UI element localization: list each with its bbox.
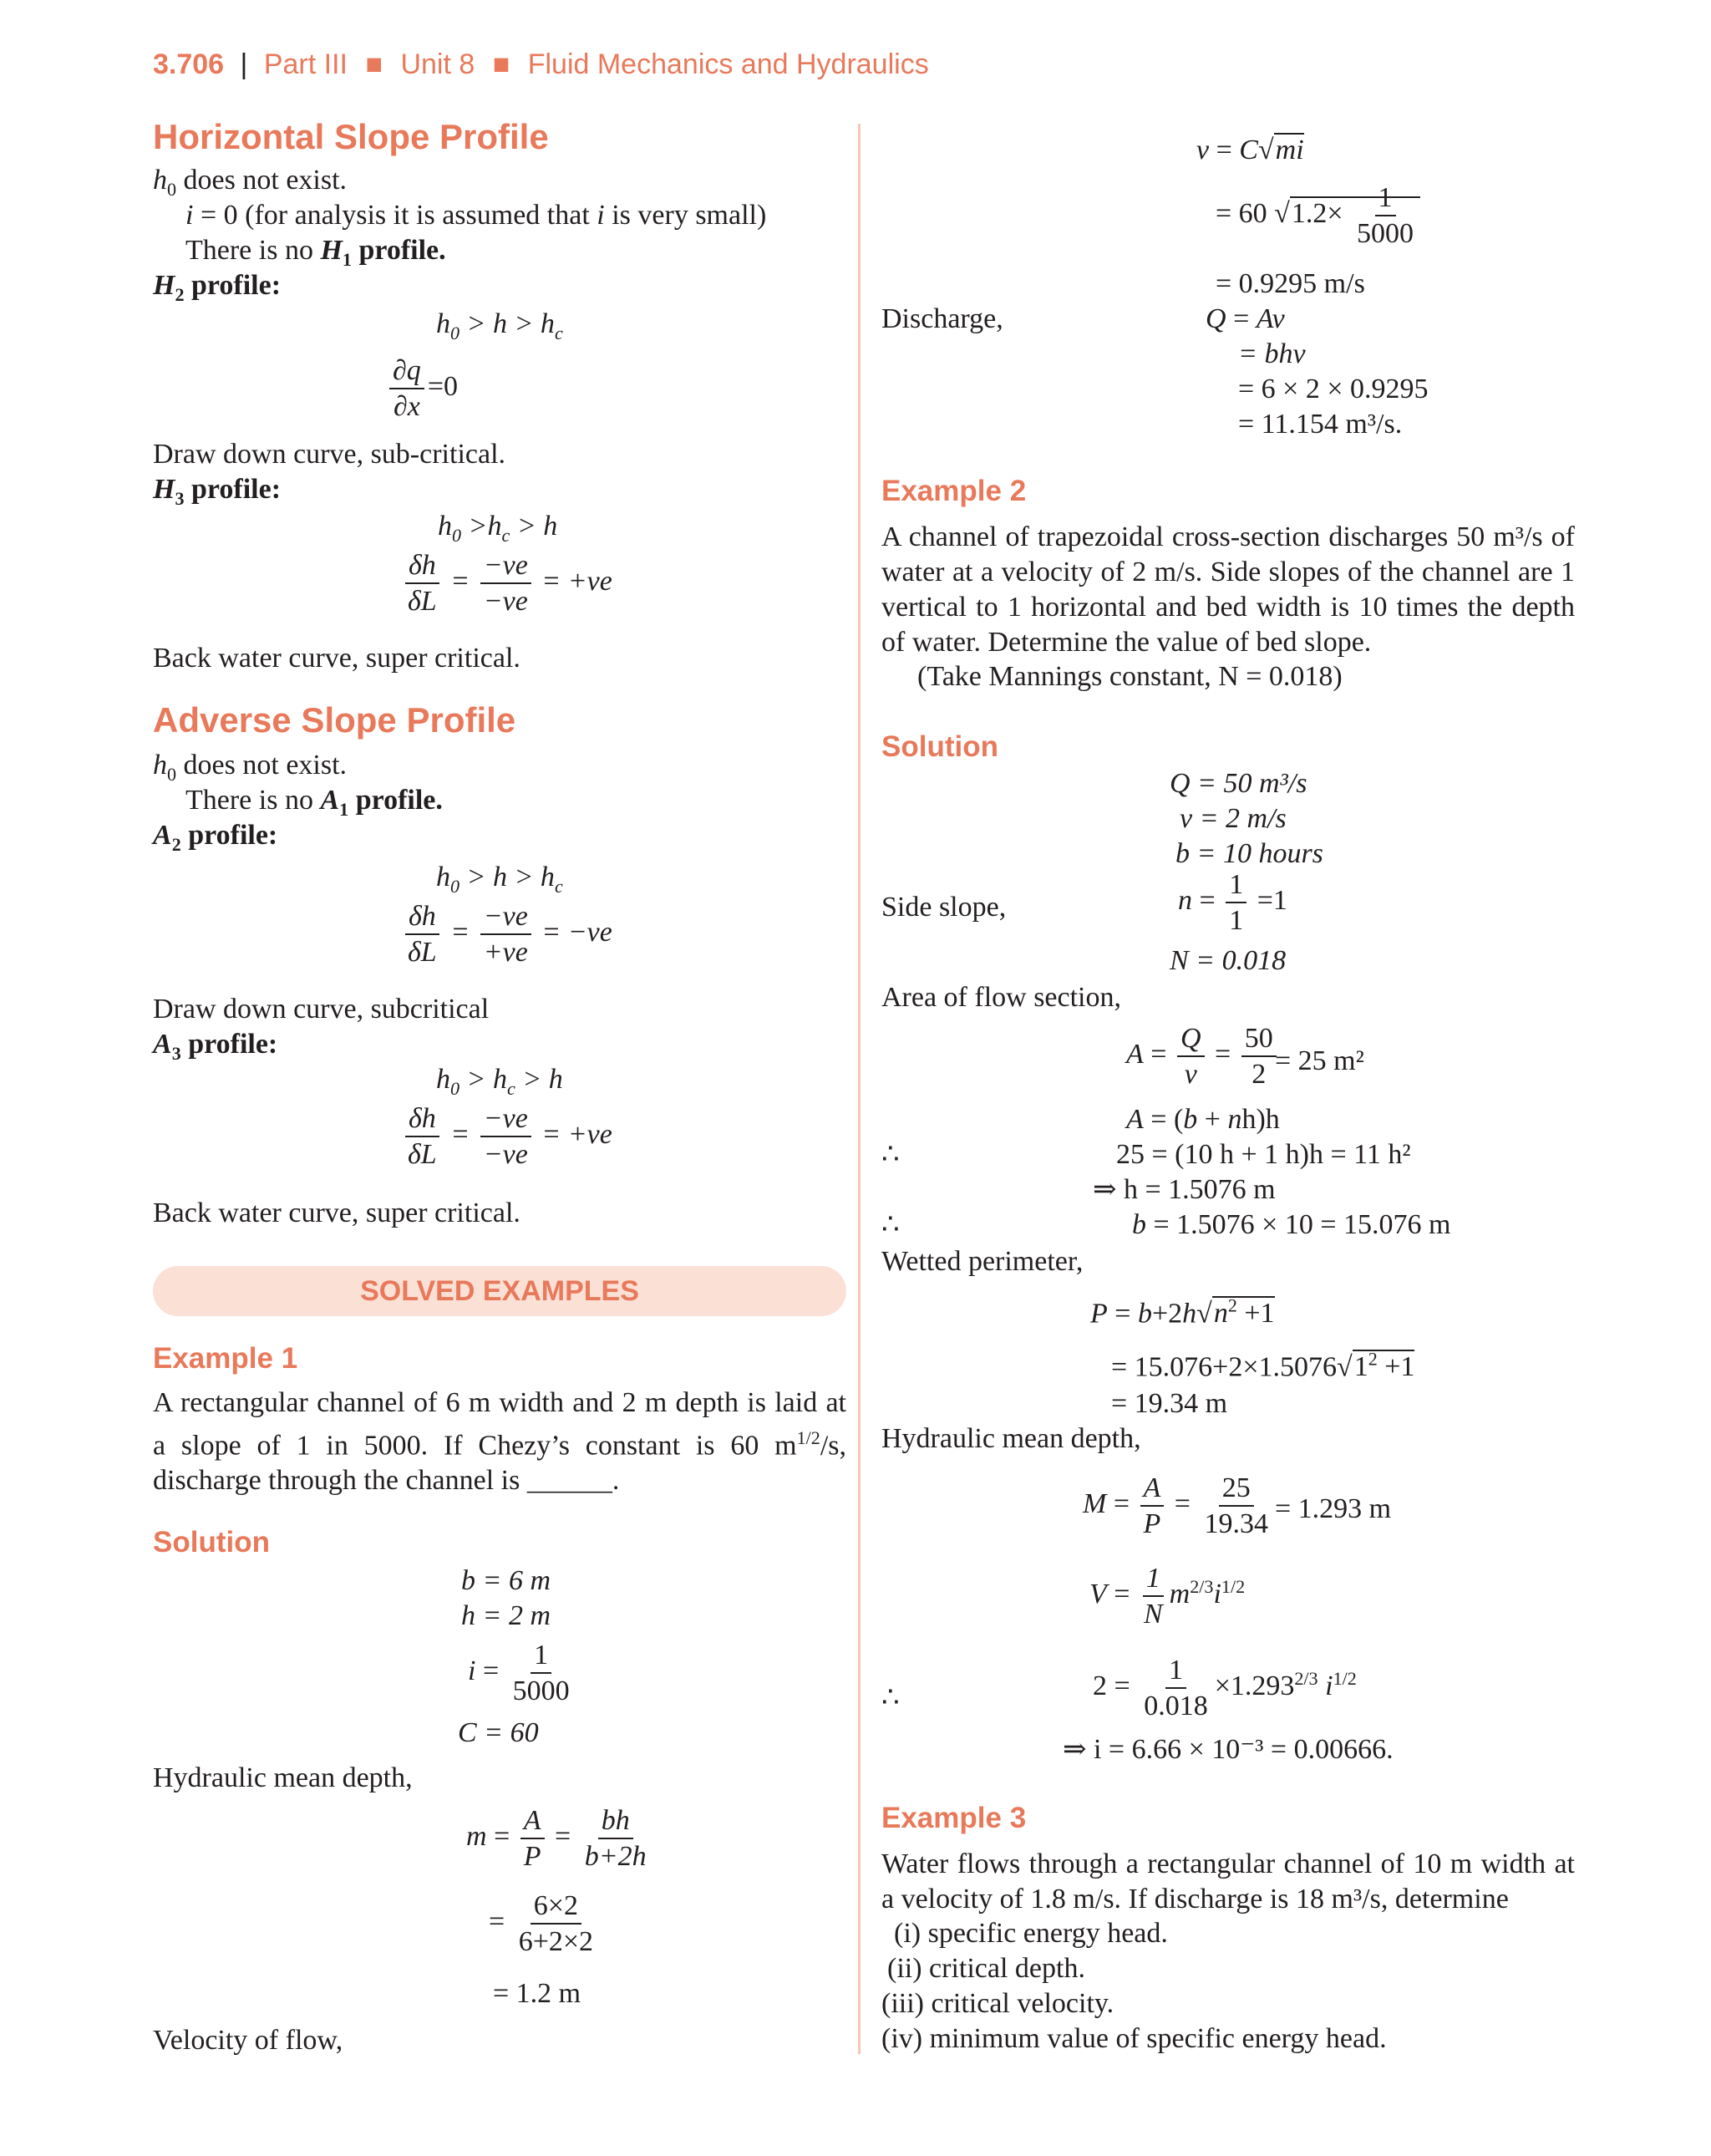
- ex2-area-formula: A = $\frac{Q}{v}$ = $\frac{50}{2}$: [1126, 1023, 1280, 1091]
- ex2-m-res: = 1.293 m: [1275, 1493, 1392, 1524]
- no-a1-note: There is no $A_1$ profile.: [185, 785, 443, 820]
- eq-dq-dx: $\frac{\partial q}{\partial x}$ =0: [386, 355, 458, 423]
- ex1-v-sub: = 60 √1.2× $\frac{1}{5000}$: [1216, 182, 1420, 250]
- heading-adverse-slope: Adverse Slope Profile: [153, 700, 516, 740]
- ex2-wp-label: Wetted perimeter,: [881, 1246, 1084, 1277]
- ex1-q-line4: = 11.154 m³/s.: [1238, 409, 1403, 440]
- ex2-b-res: b = 1.5076 × 10 = 15.076 m: [1132, 1209, 1451, 1240]
- ex2-v-sub: 2 = $\frac{1}{0.018}$ $\times 1.293^{2/3}$ $i^{1/2}$: [1093, 1655, 1357, 1722]
- eq-h3-slope: $\frac{\delta h}{\delta L}$ = $\frac{-ve}{-ve}$ = +ve: [401, 550, 612, 618]
- ex1-c-line: C = 60: [458, 1717, 539, 1748]
- ex2-v: v = 2 m/s: [1180, 803, 1287, 834]
- ex2-n: n = $\frac{1}{1}$ =1: [1178, 869, 1287, 937]
- ex2-a-eq: A = (b + nh)h: [1126, 1104, 1280, 1135]
- eq-a2-inequality: $h_0 > h > h_c$: [436, 862, 563, 897]
- example3-item-2: (ii) critical depth.: [887, 1953, 1085, 1984]
- i-note: i = 0 (for analysis it is assumed that i is very small): [185, 200, 767, 231]
- ex1-q-line1: Q = Av: [1206, 303, 1285, 334]
- ex2-i-res: ⇒ i = 6.66 × 10⁻³ = 0.00666.: [1063, 1734, 1394, 1765]
- ex1-v-formula: v = C√mi: [1196, 135, 1304, 165]
- ex1-i-line: i = $\frac{1}{5000}$: [468, 1640, 570, 1707]
- ex1-m-sub: = $\frac{6\times 2}{6+2\times 2}$: [489, 1890, 594, 1958]
- example2-text: A channel of trapezoidal cross-section discharges 50 m³/s of water at a velocity of 2 m/s. Side slopes of the channel are 1 vertical to 1 horizontal and bed width is 10 times the depth of water. Determine the value of bed slope.: [881, 521, 1575, 658]
- ex2-m-formula: M = $\frac{A}{P}$ = $\frac{25}{19.34}$: [1083, 1472, 1268, 1540]
- ex2-q: Q = 50 m³/s: [1170, 768, 1307, 799]
- ex2-h-res: ⇒ h = 1.5076 m: [1093, 1174, 1276, 1205]
- example3-item-1: (i) specific energy head.: [894, 1918, 1168, 1949]
- example2-solution-heading: Solution: [881, 730, 998, 763]
- a2-profile-label: $A_2$ profile:: [153, 820, 278, 855]
- ex2-area-result: = 25 m²: [1275, 1045, 1364, 1076]
- eq-h2-inequality: $h_0 > h > h_c$: [436, 308, 563, 343]
- ex2-N: N = 0.018: [1170, 945, 1287, 976]
- a2-desc: Draw down curve, subcritical: [153, 994, 490, 1025]
- example3-item-4: (iv) minimum value of specific energy head.: [881, 2023, 1387, 2054]
- ex2-therefore-2: ∴: [881, 1209, 900, 1240]
- ex1-h-line: h = 2 m: [461, 1600, 551, 1631]
- ex2-p-res: = 19.34 m: [1111, 1388, 1228, 1419]
- ex2-v-formula: V = $\frac{1}{N}$ $m^{2/3}i^{1/2}$: [1089, 1563, 1246, 1630]
- ex2-side-label: Side slope,: [881, 892, 1007, 923]
- ex2-therefore-1: ∴: [881, 1139, 900, 1170]
- example3-item-3: (iii) critical velocity.: [881, 1988, 1114, 2019]
- ex2-p-formula: $P = b+2h√n^2 +1$: [1090, 1295, 1275, 1330]
- no-h1-note: There is no $H_1$ profile.: [185, 235, 446, 270]
- ex2-b: b = 10 hours: [1175, 838, 1323, 869]
- ex2-hmd-label: Hydraulic mean depth,: [881, 1423, 1141, 1454]
- example2-take: (Take Mannings constant, N = 0.018): [917, 661, 1343, 692]
- header-part: Part III: [263, 48, 348, 80]
- example2-heading: Example 2: [881, 475, 1027, 507]
- ex2-therefore-3: ∴: [881, 1682, 900, 1713]
- ex2-p-sub: = $15.076+2\times 1.5076√1^2 +1$: [1111, 1349, 1415, 1383]
- example1-heading: Example 1: [153, 1342, 298, 1375]
- running-header: 3.706 | Part III ■ Unit 8 ■ Fluid Mechanics and Hydraulics: [153, 48, 929, 80]
- adverse-h0-note: $h_0$ does not exist.: [153, 750, 348, 785]
- heading-horizontal-slope: Horizontal Slope Profile: [153, 117, 549, 156]
- a3-profile-label: $A_3$ profile:: [153, 1029, 278, 1064]
- eq-h3-inequality: $h_0 >h_c > h$: [438, 511, 558, 546]
- header-unit: Unit 8: [400, 48, 475, 80]
- column-divider: [858, 124, 861, 2054]
- example3-heading: Example 3: [881, 1802, 1027, 1834]
- ex1-q-line3: = 6 × 2 × 0.9295: [1238, 374, 1429, 404]
- header-title: Fluid Mechanics and Hydraulics: [527, 48, 929, 80]
- h3-profile-label: $H_3$ profile:: [153, 474, 282, 509]
- ex1-discharge-label: Discharge,: [881, 303, 1003, 334]
- h2-desc: Draw down curve, sub-critical.: [153, 439, 506, 470]
- ex1-m-result: = 1.2 m: [493, 1978, 581, 2009]
- ex1-hmd-label: Hydraulic mean depth,: [153, 1762, 413, 1793]
- example1-solution-heading: Solution: [153, 1526, 270, 1559]
- eq-a2-slope: $\frac{\delta h}{\delta L}$ = $\frac{-ve}{+ve}$ = −ve: [401, 901, 612, 969]
- h2-profile-label: $H_2$ profile:: [153, 270, 282, 305]
- eq-a3-inequality: $h_0 > h_c > h$: [436, 1064, 563, 1099]
- ex2-area-label: Area of flow section,: [881, 982, 1122, 1013]
- ex1-vel-label: Velocity of flow,: [153, 2025, 343, 2056]
- ex1-q-line2: = bhv: [1238, 338, 1306, 369]
- ex1-v-result: = 0.9295 m/s: [1216, 268, 1365, 299]
- page-number: 3.706: [153, 48, 225, 80]
- ex1-b-line: b = 6 m: [461, 1565, 551, 1596]
- eq-a3-slope: $\frac{\delta h}{\delta L}$ = $\frac{-ve}{-ve}$ = +ve: [401, 1103, 612, 1171]
- solved-examples-banner: [153, 1266, 846, 1316]
- example1-text: A rectangular channel of 6 m width and 2 m depth is laid at a slope of 1 in 5000. If Chezy’s constant is 60 $m^{1/2}/s$, discharge through the channel is ______.: [153, 1387, 846, 1497]
- a3-desc: Back water curve, super critical.: [153, 1197, 520, 1228]
- h3-desc: Back water curve, super critical.: [153, 643, 520, 674]
- example3-text: Water flows through a rectangular channel of 10 m width at a velocity of 1.8 m/s. If discharge is 18 m³/s, determine: [881, 1848, 1575, 1914]
- h0-note: $h_0$ does not exist.: [153, 165, 348, 200]
- solved-examples-title: SOLVED EXAMPLES: [360, 1274, 639, 1307]
- ex2-a-eq2: 25 = (10 h + 1 h)h = 11 h²: [1116, 1139, 1411, 1170]
- ex1-m-formula: m = $\frac{A}{P}$ = $\frac{bh}{b+2h}$: [466, 1805, 647, 1873]
